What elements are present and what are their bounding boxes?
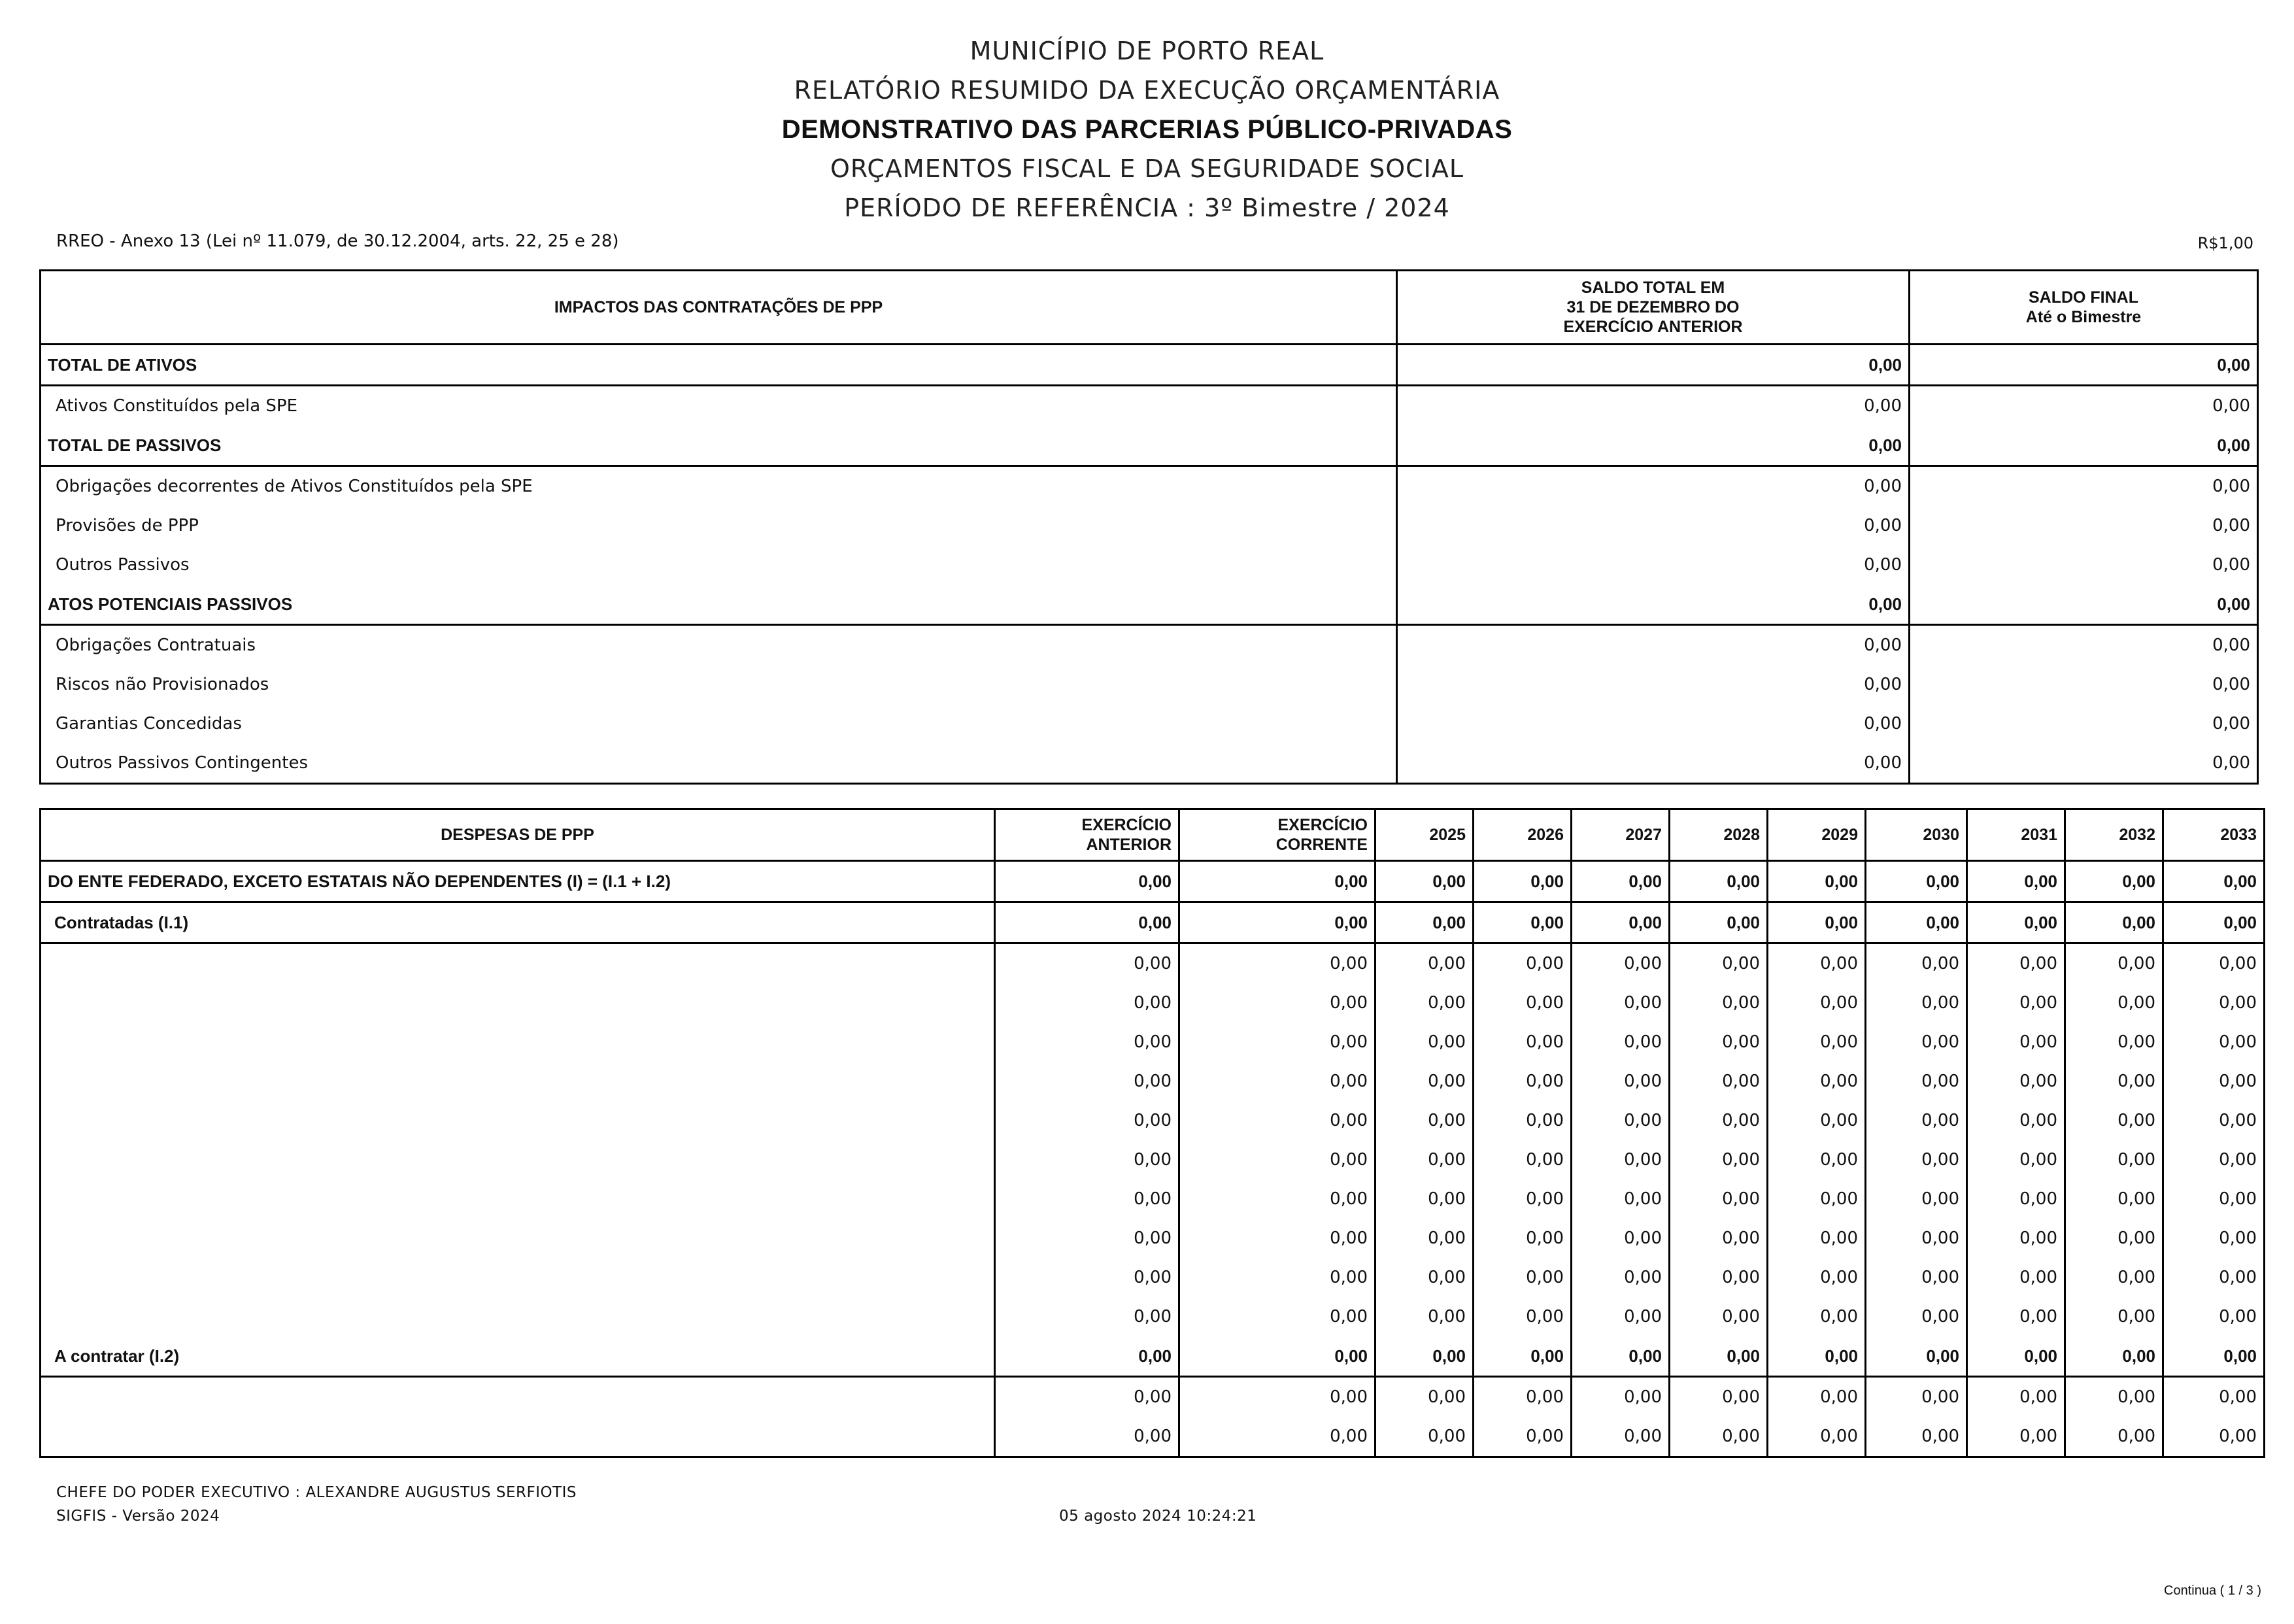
despesas-value-cell: 0,00 bbox=[1866, 861, 1967, 902]
despesas-value-cell: 0,00 bbox=[1670, 1336, 1768, 1377]
despesas-value-cell: 0,00 bbox=[995, 1258, 1179, 1297]
despesas-value-cell: 0,00 bbox=[2065, 861, 2163, 902]
impactos-row bbox=[41, 704, 2258, 743]
despesas-value-cell: 0,00 bbox=[1375, 943, 1474, 984]
despesas-row-label bbox=[41, 1179, 995, 1219]
despesas-value-cell: 0,00 bbox=[1572, 1258, 1670, 1297]
despesas-value-cell: 0,00 bbox=[1474, 1377, 1572, 1417]
impactos-saldo-total-value: 0,00 bbox=[1397, 345, 1910, 386]
despesas-value-cell: 0,00 bbox=[1866, 943, 1967, 984]
despesas-value-cell: 0,00 bbox=[2065, 1062, 2163, 1101]
despesas-row-label bbox=[41, 1258, 995, 1297]
despesas-value-cell: 0,00 bbox=[1768, 1062, 1866, 1101]
despesas-value-cell: 0,00 bbox=[1866, 1140, 1967, 1179]
despesas-value-cell: 0,00 bbox=[1967, 1258, 2065, 1297]
impactos-row bbox=[41, 426, 2258, 466]
despesas-value-cell: 0,00 bbox=[1474, 1101, 1572, 1140]
despesas-value-cell: 0,00 bbox=[995, 1297, 1179, 1336]
despesas-value-cell: 0,00 bbox=[1866, 1336, 1967, 1377]
despesas-value-cell: 0,00 bbox=[1474, 943, 1572, 984]
despesas-row-label bbox=[41, 1101, 995, 1140]
impactos-saldo-total-value: 0,00 bbox=[1397, 426, 1910, 466]
despesas-value-cell: 0,00 bbox=[1670, 1140, 1768, 1179]
despesas-value-cell: 0,00 bbox=[1768, 1336, 1866, 1377]
despesas-value-cell: 0,00 bbox=[1179, 1179, 1375, 1219]
despesas-value-cell: 0,00 bbox=[2163, 1297, 2265, 1336]
despesas-value-cell: 0,00 bbox=[1179, 1417, 1375, 1457]
impactos-saldo-final-value: 0,00 bbox=[1910, 466, 2258, 507]
despesas-value-cell: 0,00 bbox=[2163, 1101, 2265, 1140]
despesas-value-cell: 0,00 bbox=[1572, 1179, 1670, 1219]
despesas-value-cell: 0,00 bbox=[2163, 983, 2265, 1023]
despesas-value-cell: 0,00 bbox=[1474, 1140, 1572, 1179]
despesas-value-cell: 0,00 bbox=[2163, 1336, 2265, 1377]
impactos-row-label: Obrigações decorrentes de Ativos Constituídos pela SPE bbox=[56, 477, 533, 496]
despesas-value-cell: 0,00 bbox=[1572, 1023, 1670, 1062]
impactos-saldo-final-value: 0,00 bbox=[1910, 665, 2258, 704]
despesas-value-cell: 0,00 bbox=[1375, 861, 1474, 902]
despesas-value-cell: 0,00 bbox=[2065, 1377, 2163, 1417]
despesas-value-cell: 0,00 bbox=[1572, 1140, 1670, 1179]
despesas-value-cell: 0,00 bbox=[1572, 983, 1670, 1023]
impactos-row-label: Provisões de PPP bbox=[56, 516, 199, 535]
despesas-value-cell: 0,00 bbox=[1967, 983, 2065, 1023]
despesas-col-year: 2027 bbox=[1572, 809, 1670, 861]
despesas-value-cell: 0,00 bbox=[2065, 943, 2163, 984]
despesas-value-cell: 0,00 bbox=[1375, 1417, 1474, 1457]
despesas-value-cell: 0,00 bbox=[995, 1101, 1179, 1140]
despesas-row bbox=[41, 943, 2265, 984]
despesas-value-cell: 0,00 bbox=[1670, 902, 1768, 943]
impactos-saldo-total-value: 0,00 bbox=[1397, 545, 1910, 584]
despesas-value-cell: 0,00 bbox=[995, 943, 1179, 984]
despesas-value-cell: 0,00 bbox=[1866, 1062, 1967, 1101]
despesas-row bbox=[41, 1219, 2265, 1258]
report-name: RELATÓRIO RESUMIDO DA EXECUÇÃO ORÇAMENTÁRIA bbox=[794, 76, 1500, 105]
despesas-value-cell: 0,00 bbox=[1670, 861, 1768, 902]
impactos-table bbox=[39, 269, 2259, 785]
despesas-value-cell: 0,00 bbox=[1967, 1336, 2065, 1377]
despesas-value-cell: 0,00 bbox=[2163, 1179, 2265, 1219]
despesas-value-cell: 0,00 bbox=[1179, 1062, 1375, 1101]
impactos-saldo-total-value: 0,00 bbox=[1397, 466, 1910, 507]
despesas-row bbox=[41, 1101, 2265, 1140]
despesas-value-cell: 0,00 bbox=[1768, 1140, 1866, 1179]
despesas-row bbox=[41, 1258, 2265, 1297]
despesas-row bbox=[41, 1417, 2265, 1457]
despesas-header-row bbox=[41, 809, 2265, 861]
despesas-value-cell: 0,00 bbox=[1670, 1219, 1768, 1258]
despesas-value-cell: 0,00 bbox=[2065, 1179, 2163, 1219]
despesas-col-exercicio-corrente: EXERCÍCIO CORRENTE bbox=[1179, 809, 1375, 861]
despesas-value-cell: 0,00 bbox=[1474, 861, 1572, 902]
despesas-value-cell: 0,00 bbox=[995, 983, 1179, 1023]
impactos-row-label: Riscos não Provisionados bbox=[56, 675, 269, 694]
despesas-value-cell: 0,00 bbox=[1866, 1258, 1967, 1297]
despesas-value-cell: 0,00 bbox=[1670, 1258, 1768, 1297]
despesas-value-cell: 0,00 bbox=[1866, 1297, 1967, 1336]
despesas-row bbox=[41, 1297, 2265, 1336]
impactos-saldo-final-value: 0,00 bbox=[1910, 625, 2258, 666]
chefe-executivo: CHEFE DO PODER EXECUTIVO : ALEXANDRE AUGUSTUS SERFIOTIS bbox=[56, 1484, 577, 1501]
despesas-value-cell: 0,00 bbox=[1967, 1062, 2065, 1101]
despesas-value-cell: 0,00 bbox=[1967, 1101, 2065, 1140]
despesas-value-cell: 0,00 bbox=[2065, 1219, 2163, 1258]
reference-period: PERÍODO DE REFERÊNCIA : 3º Bimestre / 2024 bbox=[844, 194, 1450, 222]
despesas-value-cell: 0,00 bbox=[2065, 1140, 2163, 1179]
despesas-value-cell: 0,00 bbox=[2163, 1417, 2265, 1457]
impactos-col-label: IMPACTOS DAS CONTRATAÇÕES DE PPP bbox=[41, 271, 1397, 345]
despesas-value-cell: 0,00 bbox=[1670, 1101, 1768, 1140]
despesas-value-cell: 0,00 bbox=[1375, 1219, 1474, 1258]
despesas-value-cell: 0,00 bbox=[2163, 1219, 2265, 1258]
report-title: DEMONSTRATIVO DAS PARCERIAS PÚBLICO-PRIVADAS bbox=[781, 115, 1513, 144]
despesas-value-cell: 0,00 bbox=[1866, 983, 1967, 1023]
despesas-value-cell: 0,00 bbox=[1179, 1377, 1375, 1417]
despesas-value-cell: 0,00 bbox=[1967, 902, 2065, 943]
despesas-col-year: 2028 bbox=[1670, 809, 1768, 861]
impactos-saldo-final-value: 0,00 bbox=[1910, 584, 2258, 625]
impactos-row-label: Garantias Concedidas bbox=[56, 714, 242, 734]
despesas-value-cell: 0,00 bbox=[1670, 983, 1768, 1023]
despesas-value-cell: 0,00 bbox=[995, 1219, 1179, 1258]
despesas-value-cell: 0,00 bbox=[1375, 1297, 1474, 1336]
despesas-value-cell: 0,00 bbox=[1967, 1023, 2065, 1062]
despesas-value-cell: 0,00 bbox=[2163, 1140, 2265, 1179]
despesas-value-cell: 0,00 bbox=[1179, 861, 1375, 902]
impactos-saldo-total-value: 0,00 bbox=[1397, 704, 1910, 743]
despesas-col-label: DESPESAS DE PPP bbox=[41, 809, 995, 861]
impactos-saldo-final-value: 0,00 bbox=[1910, 704, 2258, 743]
despesas-value-cell: 0,00 bbox=[1866, 1377, 1967, 1417]
despesas-value-cell: 0,00 bbox=[1375, 983, 1474, 1023]
municipality-name: MUNICÍPIO DE PORTO REAL bbox=[970, 37, 1324, 65]
despesas-col-year: 2025 bbox=[1375, 809, 1474, 861]
despesas-row bbox=[41, 1023, 2265, 1062]
despesas-value-cell: 0,00 bbox=[2163, 943, 2265, 984]
despesas-col-year: 2029 bbox=[1768, 809, 1866, 861]
despesas-value-cell: 0,00 bbox=[1474, 1062, 1572, 1101]
despesas-row-label: DO ENTE FEDERADO, EXCETO ESTATAIS NÃO DEPENDENTES (I) = (I.1 + I.2) bbox=[41, 861, 995, 902]
report-header bbox=[0, 31, 2294, 228]
despesas-value-cell: 0,00 bbox=[1768, 1377, 1866, 1417]
despesas-value-cell: 0,00 bbox=[1866, 1219, 1967, 1258]
impactos-header-row bbox=[41, 271, 2258, 345]
impactos-row bbox=[41, 743, 2258, 784]
despesas-value-cell: 0,00 bbox=[1967, 1417, 2065, 1457]
despesas-value-cell: 0,00 bbox=[2163, 861, 2265, 902]
despesas-value-cell: 0,00 bbox=[1572, 1101, 1670, 1140]
despesas-col-year: 2031 bbox=[1967, 809, 2065, 861]
software-version: SIGFIS - Versão 2024 bbox=[56, 1508, 220, 1525]
despesas-value-cell: 0,00 bbox=[1670, 1297, 1768, 1336]
despesas-value-cell: 0,00 bbox=[1670, 1377, 1768, 1417]
despesas-value-cell: 0,00 bbox=[995, 1377, 1179, 1417]
despesas-value-cell: 0,00 bbox=[1375, 902, 1474, 943]
despesas-col-year: 2033 bbox=[2163, 809, 2265, 861]
despesas-value-cell: 0,00 bbox=[1768, 1179, 1866, 1219]
despesas-value-cell: 0,00 bbox=[1375, 1062, 1474, 1101]
annex-reference: RREO - Anexo 13 (Lei nº 11.079, de 30.12.2004, arts. 22, 25 e 28) bbox=[56, 231, 619, 251]
impactos-saldo-total-value: 0,00 bbox=[1397, 386, 1910, 426]
despesas-value-cell: 0,00 bbox=[995, 1179, 1179, 1219]
despesas-row bbox=[41, 1062, 2265, 1101]
despesas-row bbox=[41, 1179, 2265, 1219]
despesas-value-cell: 0,00 bbox=[1768, 943, 1866, 984]
despesas-value-cell: 0,00 bbox=[2065, 1258, 2163, 1297]
despesas-value-cell: 0,00 bbox=[995, 1336, 1179, 1377]
impactos-row-label: Obrigações Contratuais bbox=[56, 635, 256, 655]
despesas-value-cell: 0,00 bbox=[1375, 1179, 1474, 1219]
despesas-row-label bbox=[41, 1062, 995, 1101]
despesas-value-cell: 0,00 bbox=[2065, 902, 2163, 943]
impactos-row bbox=[41, 545, 2258, 584]
despesas-value-cell: 0,00 bbox=[1179, 1336, 1375, 1377]
despesas-value-cell: 0,00 bbox=[1179, 943, 1375, 984]
despesas-value-cell: 0,00 bbox=[1572, 861, 1670, 902]
despesas-value-cell: 0,00 bbox=[1967, 861, 2065, 902]
despesas-value-cell: 0,00 bbox=[995, 902, 1179, 943]
impactos-saldo-total-value: 0,00 bbox=[1397, 625, 1910, 666]
impactos-row bbox=[41, 584, 2258, 625]
despesas-value-cell: 0,00 bbox=[1474, 1336, 1572, 1377]
despesas-value-cell: 0,00 bbox=[1572, 902, 1670, 943]
despesas-value-cell: 0,00 bbox=[2065, 1336, 2163, 1377]
impactos-row-label: ATOS POTENCIAIS PASSIVOS bbox=[41, 584, 1397, 625]
despesas-value-cell: 0,00 bbox=[1967, 1219, 2065, 1258]
despesas-value-cell: 0,00 bbox=[1768, 1023, 1866, 1062]
currency-unit: R$1,00 bbox=[2197, 234, 2253, 252]
impactos-saldo-final-value: 0,00 bbox=[1910, 426, 2258, 466]
despesas-value-cell: 0,00 bbox=[1967, 943, 2065, 984]
despesas-value-cell: 0,00 bbox=[1375, 1101, 1474, 1140]
despesas-value-cell: 0,00 bbox=[2065, 1023, 2163, 1062]
despesas-value-cell: 0,00 bbox=[1179, 1101, 1375, 1140]
despesas-value-cell: 0,00 bbox=[1375, 1258, 1474, 1297]
despesas-value-cell: 0,00 bbox=[2065, 1417, 2163, 1457]
despesas-value-cell: 0,00 bbox=[1375, 1023, 1474, 1062]
despesas-value-cell: 0,00 bbox=[1768, 1297, 1866, 1336]
despesas-value-cell: 0,00 bbox=[1866, 1417, 1967, 1457]
impactos-saldo-final-value: 0,00 bbox=[1910, 506, 2258, 545]
despesas-value-cell: 0,00 bbox=[1375, 1377, 1474, 1417]
despesas-value-cell: 0,00 bbox=[2163, 1062, 2265, 1101]
impactos-row bbox=[41, 506, 2258, 545]
despesas-value-cell: 0,00 bbox=[1967, 1140, 2065, 1179]
despesas-value-cell: 0,00 bbox=[1375, 1140, 1474, 1179]
despesas-row-label bbox=[41, 1417, 995, 1457]
despesas-value-cell: 0,00 bbox=[1179, 1023, 1375, 1062]
despesas-value-cell: 0,00 bbox=[995, 861, 1179, 902]
despesas-value-cell: 0,00 bbox=[1768, 902, 1866, 943]
despesas-col-exercicio-anterior: EXERCÍCIO ANTERIOR bbox=[995, 809, 1179, 861]
despesas-value-cell: 0,00 bbox=[1179, 1258, 1375, 1297]
despesas-value-cell: 0,00 bbox=[1866, 902, 1967, 943]
despesas-value-cell: 0,00 bbox=[1474, 1417, 1572, 1457]
despesas-col-year: 2030 bbox=[1866, 809, 1967, 861]
despesas-value-cell: 0,00 bbox=[1670, 943, 1768, 984]
despesas-value-cell: 0,00 bbox=[1572, 943, 1670, 984]
despesas-value-cell: 0,00 bbox=[2065, 1101, 2163, 1140]
impactos-row-label: TOTAL DE PASSIVOS bbox=[41, 426, 1397, 466]
despesas-value-cell: 0,00 bbox=[1572, 1219, 1670, 1258]
despesas-value-cell: 0,00 bbox=[1670, 1023, 1768, 1062]
despesas-value-cell: 0,00 bbox=[1474, 1023, 1572, 1062]
impactos-row-label: Outros Passivos bbox=[56, 555, 190, 575]
despesas-value-cell: 0,00 bbox=[1179, 1297, 1375, 1336]
impactos-row bbox=[41, 466, 2258, 507]
impactos-row-label: Ativos Constituídos pela SPE bbox=[56, 396, 298, 416]
impactos-saldo-total-value: 0,00 bbox=[1397, 665, 1910, 704]
despesas-value-cell: 0,00 bbox=[1474, 902, 1572, 943]
despesas-value-cell: 0,00 bbox=[1179, 902, 1375, 943]
despesas-row bbox=[41, 1336, 2265, 1377]
despesas-row-label: A contratar (I.2) bbox=[41, 1336, 995, 1377]
impactos-saldo-final-value: 0,00 bbox=[1910, 545, 2258, 584]
despesas-value-cell: 0,00 bbox=[2163, 1258, 2265, 1297]
despesas-row-label bbox=[41, 943, 995, 984]
despesas-value-cell: 0,00 bbox=[1572, 1062, 1670, 1101]
despesas-value-cell: 0,00 bbox=[995, 1417, 1179, 1457]
despesas-value-cell: 0,00 bbox=[1572, 1297, 1670, 1336]
despesas-value-cell: 0,00 bbox=[1179, 983, 1375, 1023]
despesas-value-cell: 0,00 bbox=[1866, 1023, 1967, 1062]
despesas-value-cell: 0,00 bbox=[995, 1140, 1179, 1179]
despesas-value-cell: 0,00 bbox=[2163, 1377, 2265, 1417]
despesas-value-cell: 0,00 bbox=[995, 1062, 1179, 1101]
despesas-value-cell: 0,00 bbox=[2065, 983, 2163, 1023]
impactos-saldo-final-value: 0,00 bbox=[1910, 743, 2258, 784]
despesas-value-cell: 0,00 bbox=[1967, 1377, 2065, 1417]
despesas-value-cell: 0,00 bbox=[1179, 1140, 1375, 1179]
despesas-row-label bbox=[41, 983, 995, 1023]
despesas-value-cell: 0,00 bbox=[1474, 1297, 1572, 1336]
despesas-row bbox=[41, 1140, 2265, 1179]
despesas-row bbox=[41, 902, 2265, 943]
despesas-value-cell: 0,00 bbox=[1768, 1258, 1866, 1297]
despesas-value-cell: 0,00 bbox=[1474, 983, 1572, 1023]
impactos-saldo-final-value: 0,00 bbox=[1910, 345, 2258, 386]
despesas-row-label bbox=[41, 1023, 995, 1062]
impactos-row bbox=[41, 386, 2258, 426]
impactos-col-saldo-final: SALDO FINAL Até o Bimestre bbox=[1910, 271, 2258, 345]
despesas-value-cell: 0,00 bbox=[2065, 1297, 2163, 1336]
despesas-row bbox=[41, 861, 2265, 902]
despesas-col-year: 2032 bbox=[2065, 809, 2163, 861]
despesas-value-cell: 0,00 bbox=[1474, 1179, 1572, 1219]
despesas-value-cell: 0,00 bbox=[1768, 1417, 1866, 1457]
despesas-value-cell: 0,00 bbox=[2163, 1023, 2265, 1062]
despesas-value-cell: 0,00 bbox=[1474, 1258, 1572, 1297]
despesas-value-cell: 0,00 bbox=[1179, 1219, 1375, 1258]
despesas-value-cell: 0,00 bbox=[1866, 1101, 1967, 1140]
impactos-row bbox=[41, 625, 2258, 666]
despesas-col-year: 2026 bbox=[1474, 809, 1572, 861]
despesas-value-cell: 0,00 bbox=[1572, 1377, 1670, 1417]
impactos-saldo-total-value: 0,00 bbox=[1397, 506, 1910, 545]
page-continuation: Continua ( 1 / 3 ) bbox=[2164, 1583, 2261, 1598]
budget-scope: ORÇAMENTOS FISCAL E DA SEGURIDADE SOCIAL bbox=[830, 154, 1464, 183]
despesas-value-cell: 0,00 bbox=[1967, 1297, 2065, 1336]
despesas-table bbox=[39, 808, 2265, 1458]
impactos-saldo-total-value: 0,00 bbox=[1397, 743, 1910, 784]
impactos-saldo-final-value: 0,00 bbox=[1910, 386, 2258, 426]
despesas-value-cell: 0,00 bbox=[1572, 1336, 1670, 1377]
despesas-row bbox=[41, 1377, 2265, 1417]
despesas-value-cell: 0,00 bbox=[1474, 1219, 1572, 1258]
impactos-row-label: TOTAL DE ATIVOS bbox=[41, 345, 1397, 386]
despesas-row bbox=[41, 983, 2265, 1023]
impactos-row bbox=[41, 345, 2258, 386]
despesas-row-label bbox=[41, 1297, 995, 1336]
impactos-row-label: Outros Passivos Contingentes bbox=[56, 753, 308, 773]
despesas-value-cell: 0,00 bbox=[1768, 1101, 1866, 1140]
despesas-value-cell: 0,00 bbox=[1670, 1417, 1768, 1457]
impactos-col-saldo-total: SALDO TOTAL EM 31 DE DEZEMBRO DO EXERCÍCIO ANTERIOR bbox=[1397, 271, 1910, 345]
despesas-row-label: Contratadas (I.1) bbox=[41, 902, 995, 943]
despesas-value-cell: 0,00 bbox=[1572, 1417, 1670, 1457]
generated-timestamp: 05 agosto 2024 10:24:21 bbox=[1059, 1508, 1257, 1525]
impactos-saldo-total-value: 0,00 bbox=[1397, 584, 1910, 625]
impactos-row bbox=[41, 665, 2258, 704]
despesas-value-cell: 0,00 bbox=[1866, 1179, 1967, 1219]
despesas-row-label bbox=[41, 1377, 995, 1417]
despesas-value-cell: 0,00 bbox=[1768, 983, 1866, 1023]
despesas-row-label bbox=[41, 1219, 995, 1258]
despesas-value-cell: 0,00 bbox=[1670, 1179, 1768, 1219]
despesas-value-cell: 0,00 bbox=[2163, 902, 2265, 943]
despesas-value-cell: 0,00 bbox=[1375, 1336, 1474, 1377]
despesas-value-cell: 0,00 bbox=[1768, 1219, 1866, 1258]
despesas-value-cell: 0,00 bbox=[995, 1023, 1179, 1062]
despesas-row-label bbox=[41, 1140, 995, 1179]
despesas-value-cell: 0,00 bbox=[1768, 861, 1866, 902]
despesas-value-cell: 0,00 bbox=[1670, 1062, 1768, 1101]
despesas-value-cell: 0,00 bbox=[1967, 1179, 2065, 1219]
